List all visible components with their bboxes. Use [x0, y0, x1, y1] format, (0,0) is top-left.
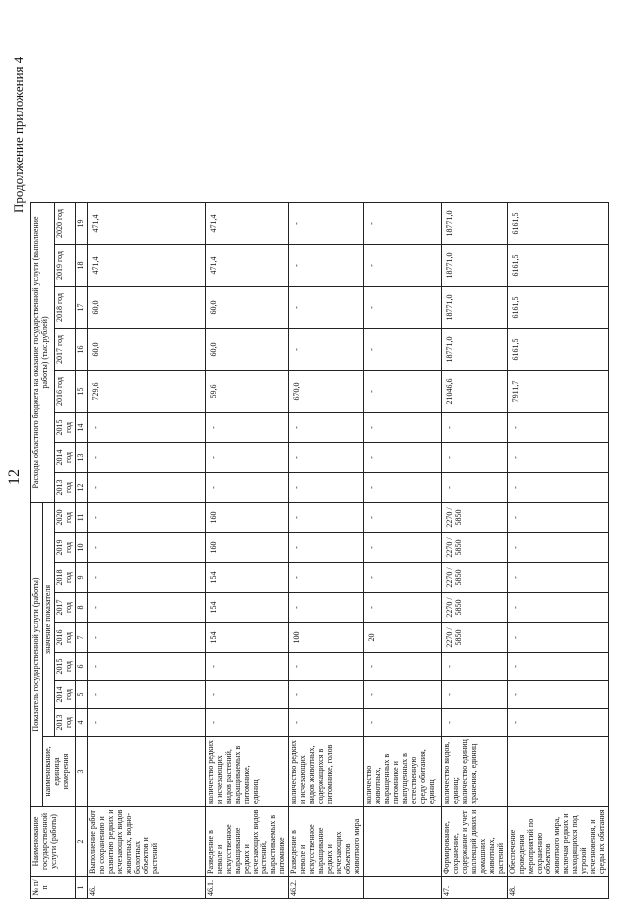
- expense-value-cell: -: [507, 443, 608, 473]
- expense-value-cell: -: [289, 245, 364, 287]
- year-header: 2013 год: [54, 709, 75, 737]
- expense-value-cell: -: [363, 287, 441, 329]
- header-service-name: Наименование государственной услуги (работы): [31, 807, 76, 877]
- expense-value-cell: -: [507, 413, 608, 443]
- header-indicator-group: Показатель государственной услуги (работы): [31, 503, 43, 807]
- indicator-name-cell: [507, 737, 608, 807]
- indicator-value-cell: -: [363, 593, 441, 623]
- indicator-value-cell: 20: [363, 623, 441, 653]
- expense-value-cell: -: [441, 473, 507, 503]
- indicator-value-cell: -: [507, 653, 608, 681]
- column-number-row: [75, 203, 87, 899]
- indicator-value-cell: -: [87, 709, 205, 737]
- indicator-name-cell: количество редких и исчезающих видов животных, содержащихся в питомнике, голов: [289, 737, 364, 807]
- column-number: 13: [75, 443, 87, 473]
- indicator-value-cell: -: [441, 709, 507, 737]
- expense-value-cell: -: [363, 371, 441, 413]
- indicator-value-cell: -: [87, 681, 205, 709]
- indicator-value-cell: -: [87, 593, 205, 623]
- indicator-value-cell: -: [363, 653, 441, 681]
- continuation-title: Продолжение приложения 4: [11, 56, 26, 213]
- expense-value-cell: 18771,0: [441, 329, 507, 371]
- column-number: 1: [75, 877, 87, 899]
- column-number: 5: [75, 681, 87, 709]
- indicator-value-cell: -: [289, 503, 364, 533]
- expense-value-cell: 18771,0: [441, 203, 507, 245]
- expense-value-cell: -: [289, 329, 364, 371]
- column-number: 18: [75, 245, 87, 287]
- indicator-value-cell: 154: [205, 593, 289, 623]
- expense-value-cell: 18771,0: [441, 287, 507, 329]
- indicator-value-cell: -: [507, 623, 608, 653]
- indicator-value-cell: -: [507, 563, 608, 593]
- header-no: № п/п: [31, 877, 76, 899]
- indicator-value-cell: 2270 / 5850: [441, 503, 507, 533]
- expense-value-cell: -: [363, 473, 441, 503]
- indicator-value-cell: -: [507, 503, 608, 533]
- indicator-value-cell: -: [87, 503, 205, 533]
- expense-value-cell: 6161,5: [507, 203, 608, 245]
- expense-value-cell: -: [363, 413, 441, 443]
- year-header: 2016 год: [54, 371, 75, 413]
- expense-value-cell: -: [289, 443, 364, 473]
- expense-value-cell: 21046,6: [441, 371, 507, 413]
- expense-value-cell: 6161,5: [507, 287, 608, 329]
- column-number: 16: [75, 329, 87, 371]
- expense-value-cell: -: [87, 473, 205, 503]
- indicator-value-cell: 154: [205, 623, 289, 653]
- header-expenses-group: Расходы областного бюджета на оказание государственной услуги (выполнение работы) (тыс.рублей): [31, 203, 55, 503]
- expense-value-cell: 471,4: [205, 245, 289, 287]
- year-header: 2019 год: [54, 533, 75, 563]
- year-header: 2019 год: [54, 245, 75, 287]
- indicator-value-cell: -: [289, 563, 364, 593]
- indicator-value-cell: 154: [205, 563, 289, 593]
- column-number: 6: [75, 653, 87, 681]
- expense-value-cell: -: [363, 203, 441, 245]
- indicator-value-cell: -: [363, 681, 441, 709]
- row-number: 46.1.: [205, 877, 289, 899]
- indicator-value-cell: -: [205, 653, 289, 681]
- column-number: 19: [75, 203, 87, 245]
- row-number: 46.: [87, 877, 205, 899]
- column-number: 11: [75, 503, 87, 533]
- indicator-name-cell: [87, 737, 205, 807]
- column-number: 17: [75, 287, 87, 329]
- indicator-value-cell: -: [363, 533, 441, 563]
- year-header: 2014 год: [54, 681, 75, 709]
- year-header: 2018 год: [54, 563, 75, 593]
- expense-value-cell: 471,4: [205, 203, 289, 245]
- year-header: 2018 год: [54, 287, 75, 329]
- expense-value-cell: -: [205, 473, 289, 503]
- expense-value-cell: 60,0: [205, 287, 289, 329]
- indicator-value-cell: -: [205, 681, 289, 709]
- service-name-cell: [363, 807, 441, 877]
- indicator-value-cell: -: [87, 623, 205, 653]
- expense-value-cell: -: [205, 443, 289, 473]
- indicator-value-cell: -: [507, 681, 608, 709]
- expenses-table: [30, 202, 609, 899]
- indicator-value-cell: 100: [289, 623, 364, 653]
- expense-value-cell: 471,4: [87, 203, 205, 245]
- indicator-name-cell: количество животных, выращенных в питомнике и выпущенных в естественную среду обитания, единиц: [363, 737, 441, 807]
- row-number: 46.2.: [289, 877, 364, 899]
- year-header: 2016 год: [54, 623, 75, 653]
- indicator-value-cell: -: [87, 563, 205, 593]
- column-number: 14: [75, 413, 87, 443]
- table-row: [441, 203, 507, 899]
- column-number: 4: [75, 709, 87, 737]
- indicator-value-cell: -: [363, 709, 441, 737]
- column-number: 12: [75, 473, 87, 503]
- header-indicator-name: наименование, единица измерения: [42, 737, 75, 807]
- column-number: 7: [75, 623, 87, 653]
- expense-value-cell: -: [289, 473, 364, 503]
- column-number: 3: [75, 737, 87, 807]
- expense-value-cell: -: [363, 329, 441, 371]
- indicator-value-cell: 2270 / 5850: [441, 563, 507, 593]
- indicator-value-cell: -: [289, 593, 364, 623]
- indicator-value-cell: -: [289, 681, 364, 709]
- indicator-value-cell: -: [289, 709, 364, 737]
- indicator-value-cell: 160: [205, 533, 289, 563]
- indicator-value-cell: -: [87, 653, 205, 681]
- year-header: 2017 год: [54, 593, 75, 623]
- indicator-value-cell: -: [363, 503, 441, 533]
- expense-value-cell: -: [289, 413, 364, 443]
- expense-value-cell: -: [289, 203, 364, 245]
- row-number: 47.: [441, 877, 507, 899]
- indicator-value-cell: -: [507, 533, 608, 563]
- service-name-cell: Разведение в неволе и искусственное выращивание редких и исчезающих объектов животного мира: [289, 807, 364, 877]
- indicator-value-cell: 2270 / 5850: [441, 623, 507, 653]
- year-header: 2015 год: [54, 653, 75, 681]
- year-header: 2020 год: [54, 503, 75, 533]
- expense-value-cell: -: [205, 413, 289, 443]
- indicator-value-cell: -: [441, 653, 507, 681]
- year-header: 2020 год: [54, 203, 75, 245]
- service-name-cell: Выполнение работ по сохранению и развитию редких и исчезающих видов животных, водно-болотных объектов и растений: [87, 807, 205, 877]
- indicator-value-cell: -: [441, 681, 507, 709]
- indicator-value-cell: 160: [205, 503, 289, 533]
- indicator-value-cell: -: [205, 709, 289, 737]
- expense-value-cell: -: [289, 287, 364, 329]
- year-header: 2015 год: [54, 413, 75, 443]
- page-number: 12: [6, 469, 23, 485]
- expense-value-cell: -: [441, 443, 507, 473]
- indicator-value-cell: -: [289, 533, 364, 563]
- expense-value-cell: 60,0: [87, 287, 205, 329]
- table-row: [507, 203, 608, 899]
- table-row: [205, 203, 289, 899]
- table-row: [363, 203, 441, 899]
- expense-value-cell: 18771,0: [441, 245, 507, 287]
- column-number: 2: [75, 807, 87, 877]
- header-row-1: [31, 203, 43, 899]
- expense-value-cell: 7911,7: [507, 371, 608, 413]
- expense-value-cell: -: [441, 413, 507, 443]
- indicator-value-cell: -: [507, 593, 608, 623]
- expense-value-cell: -: [87, 413, 205, 443]
- table-body: [87, 203, 608, 899]
- indicator-value-cell: 2270 / 5850: [441, 593, 507, 623]
- expense-value-cell: 729,6: [87, 371, 205, 413]
- indicator-value-cell: -: [507, 709, 608, 737]
- indicator-value-cell: 2270 / 5850: [441, 533, 507, 563]
- table-row: [87, 203, 205, 899]
- year-header: 2014 год: [54, 443, 75, 473]
- service-name-cell: Обеспечение проведения мероприятий по сохранению объектов животного мира, включая редких и находящихся под угрозой исчезновения, и среды их обитания: [507, 807, 608, 877]
- row-number: 48.: [507, 877, 608, 899]
- table-row: [289, 203, 364, 899]
- indicator-name-cell: количество видов, единиц; количество единиц хранения, единиц: [441, 737, 507, 807]
- expense-value-cell: 6161,5: [507, 329, 608, 371]
- indicator-value-cell: -: [289, 653, 364, 681]
- service-name-cell: Формирование, сохранение, содержание и учет коллекций диких и домашних животных, растений: [441, 807, 507, 877]
- column-number: 8: [75, 593, 87, 623]
- indicator-value-cell: -: [87, 533, 205, 563]
- column-number: 15: [75, 371, 87, 413]
- indicator-name-cell: количество редких и исчезающих видов растений, выращиваемых в питомнике, единиц: [205, 737, 289, 807]
- expense-value-cell: 60,0: [87, 329, 205, 371]
- expense-value-cell: -: [363, 245, 441, 287]
- expense-value-cell: -: [87, 443, 205, 473]
- header-indicator-values: значение показателя: [42, 503, 54, 737]
- indicator-value-cell: -: [363, 563, 441, 593]
- expense-value-cell: 670,0: [289, 371, 364, 413]
- expense-value-cell: 60,0: [205, 329, 289, 371]
- year-header: 2013 год: [54, 473, 75, 503]
- expense-value-cell: 6161,5: [507, 245, 608, 287]
- column-number: 9: [75, 563, 87, 593]
- expense-value-cell: 59,6: [205, 371, 289, 413]
- row-number: [363, 877, 441, 899]
- expense-value-cell: -: [363, 443, 441, 473]
- service-name-cell: Разведение в неволе и искусственное выращивание редких и исчезающих видов растений, вырастиваемых в питомнике: [205, 807, 289, 877]
- expense-value-cell: 471,4: [87, 245, 205, 287]
- column-number: 10: [75, 533, 87, 563]
- year-header: 2017 год: [54, 329, 75, 371]
- expense-value-cell: -: [507, 473, 608, 503]
